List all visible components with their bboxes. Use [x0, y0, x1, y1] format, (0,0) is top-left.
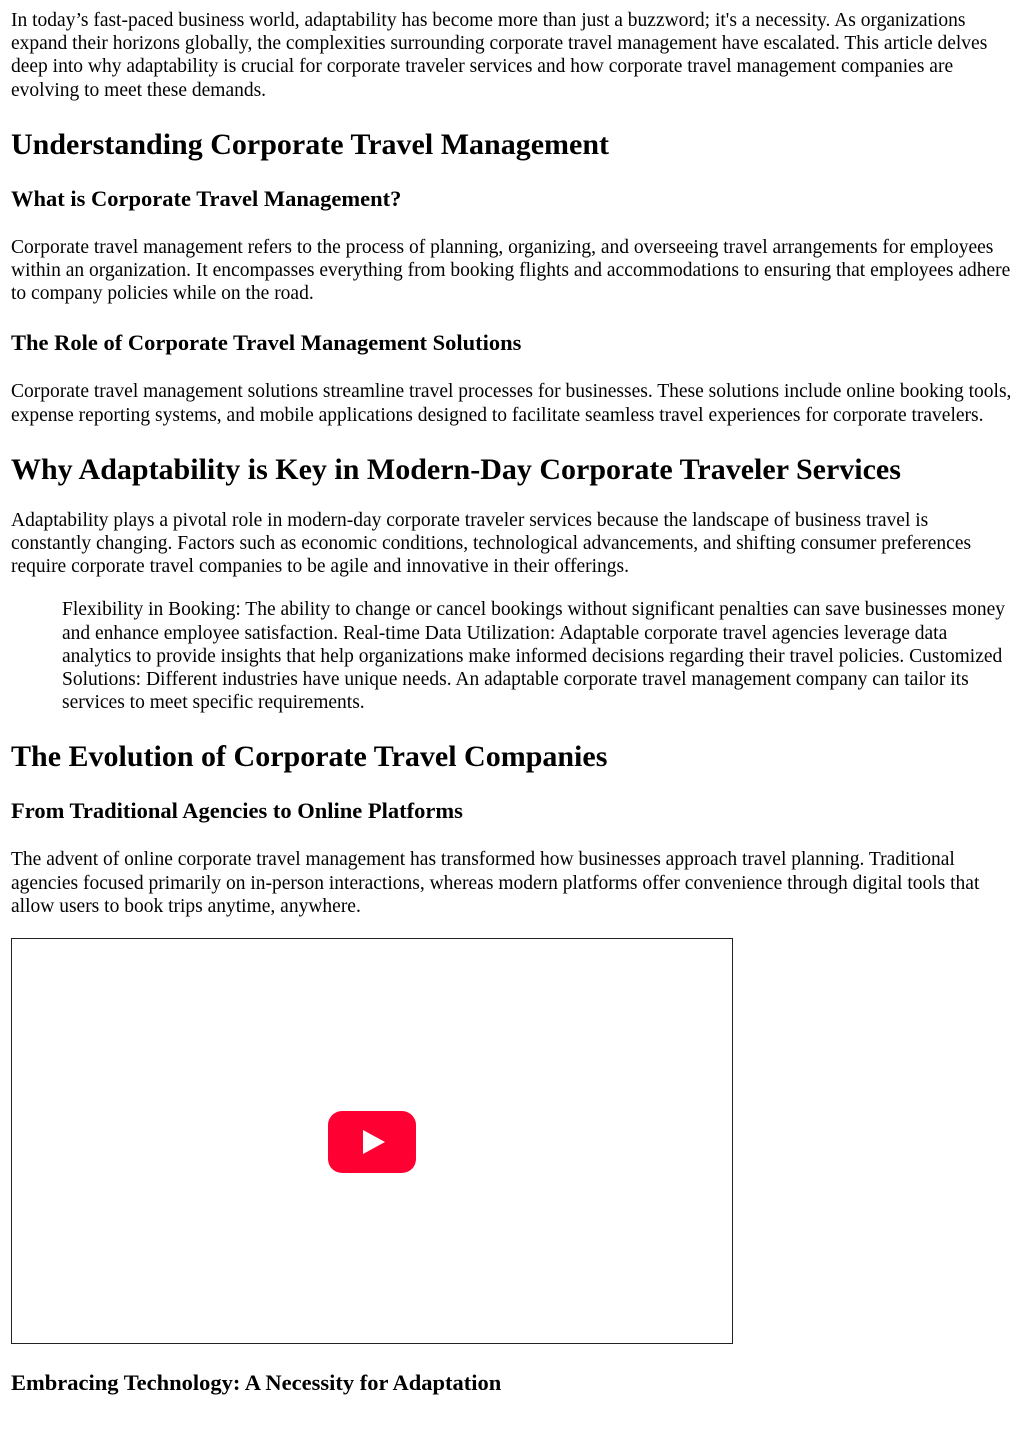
paragraph-role-of-solutions: Corporate travel management solutions streamline travel processes for businesses. These solutions include online booking tools, expense reporting systems, and mobile applications designed to facilitate seamless travel experiences for corporate travelers.: [11, 381, 1012, 426]
section-heading-adaptability: Why Adaptability is Key in Modern-Day Corporate Traveler Services: [11, 452, 901, 486]
subheading-traditional-to-online: From Traditional Agencies to Online Platforms: [11, 798, 463, 824]
subheading-role-of-solutions: The Role of Corporate Travel Management Solutions: [11, 330, 522, 356]
section-heading-evolution: The Evolution of Corporate Travel Companies: [11, 740, 608, 774]
paragraph-adaptability: Adaptability plays a pivotal role in modern-day corporate traveler services because the landscape of business travel is constantly changing. Factors such as economic conditions, technological advancements, and shifting consumer preferences require corporate travel companies to be agile and innovative in their offerings.: [11, 509, 972, 578]
adaptability-blockquote: Flexibility in Booking: The ability to change or cancel bookings without significant penalties can save businesses money and enhance employee satisfaction. Real-time Data Utilization: Adaptable corporate travel agencies leverage data analytics to provide insights that help organizations make informed decisions regarding their travel policies. Customized Solutions: Different industries have unique needs. An adaptable corporate travel management company can tailor its services to meet specific requirements.: [62, 599, 1006, 714]
subheading-embracing-technology: Embracing Technology: A Necessity for Adaptation: [11, 1370, 502, 1396]
youtube-play-icon[interactable]: [328, 1111, 416, 1173]
paragraph-traditional-to-online: The advent of online corporate travel management has transformed how businesses approach travel planning. Traditional agencies focused primarily on in-person interactions, whereas modern platforms offer convenience through digital tools that allow users to book trips anytime, anywhere.: [11, 849, 980, 917]
intro-paragraph: In today’s fast-paced business world, adaptability has become more than just a buzzword; it's a necessity. As organizations expand their horizons globally, the complexities surrounding corporate travel management have escalated. This article delves deep into why adaptability is crucial for corporate traveler services and how corporate travel management companies are evolving to meet these demands.: [11, 10, 988, 101]
section-heading-understanding: Understanding Corporate Travel Management: [11, 127, 610, 161]
subheading-what-is-ctm: What is Corporate Travel Management?: [11, 185, 402, 211]
paragraph-what-is-ctm: Corporate travel management refers to the process of planning, organizing, and overseeing travel arrangements for employees within an organization. It encompasses everything from booking flights and accommodations to ensuring that employees adhere to company policies while on the road.: [11, 236, 1011, 305]
embedded-video[interactable]: [11, 938, 733, 1344]
